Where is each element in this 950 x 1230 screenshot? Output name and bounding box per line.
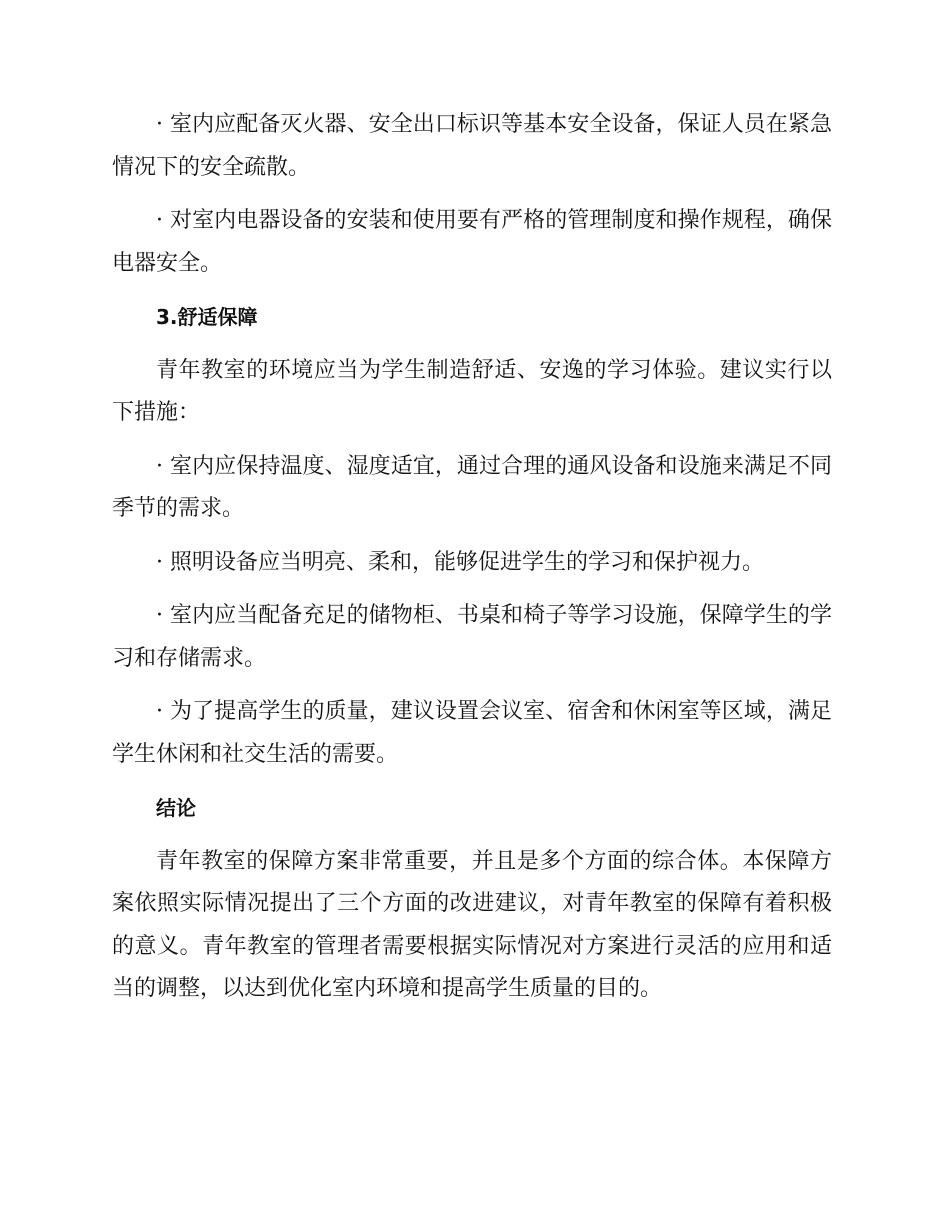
bullet-leisure-areas: · 为了提高学生的质量，建议设置会议室、宿舍和休闲室等区域，满足学生休闲和社交生活的需要。 xyxy=(112,699,832,767)
comfort-intro-paragraph: 青年教室的环境应当为学生制造舒适、安逸的学习体验。建议实行以下措施： xyxy=(112,357,832,425)
section-heading-comfort: 3.舒适保障 xyxy=(156,305,258,329)
document-body xyxy=(112,104,832,1022)
bullet-electrical-safety: · 对室内电器设备的安装和使用要有严格的管理制度和操作规程，确保电器安全。 xyxy=(112,208,832,276)
bullet-storage-furniture: · 室内应当配备充足的储物柜、书桌和椅子等学习设施，保障学生的学习和存储需求。 xyxy=(112,603,832,671)
conclusion-paragraph: 青年教室的保障方案非常重要，并且是多个方面的综合体。本保障方案依照实际情况提出了三个方面的改进建议，对青年教室的保障有着积极的意义。青年教室的管理者需要根据实际情况对方案进行灵活的应用和适当的调整，以达到优化室内环境和提高学生质量的目的。 xyxy=(112,848,832,1001)
bullet-safety-equipment: · 室内应配备灭火器、安全出口标识等基本安全设备，保证人员在紧急情况下的安全疏散。 xyxy=(112,112,832,180)
bullet-lighting: · 照明设备应当明亮、柔和，能够促进学生的学习和保护视力。 xyxy=(156,549,764,575)
section-heading-conclusion: 结论 xyxy=(156,796,196,820)
bullet-temperature-humidity: · 室内应保持温度、湿度适宜，通过合理的通风设备和设施来满足不同季节的需求。 xyxy=(112,453,832,521)
